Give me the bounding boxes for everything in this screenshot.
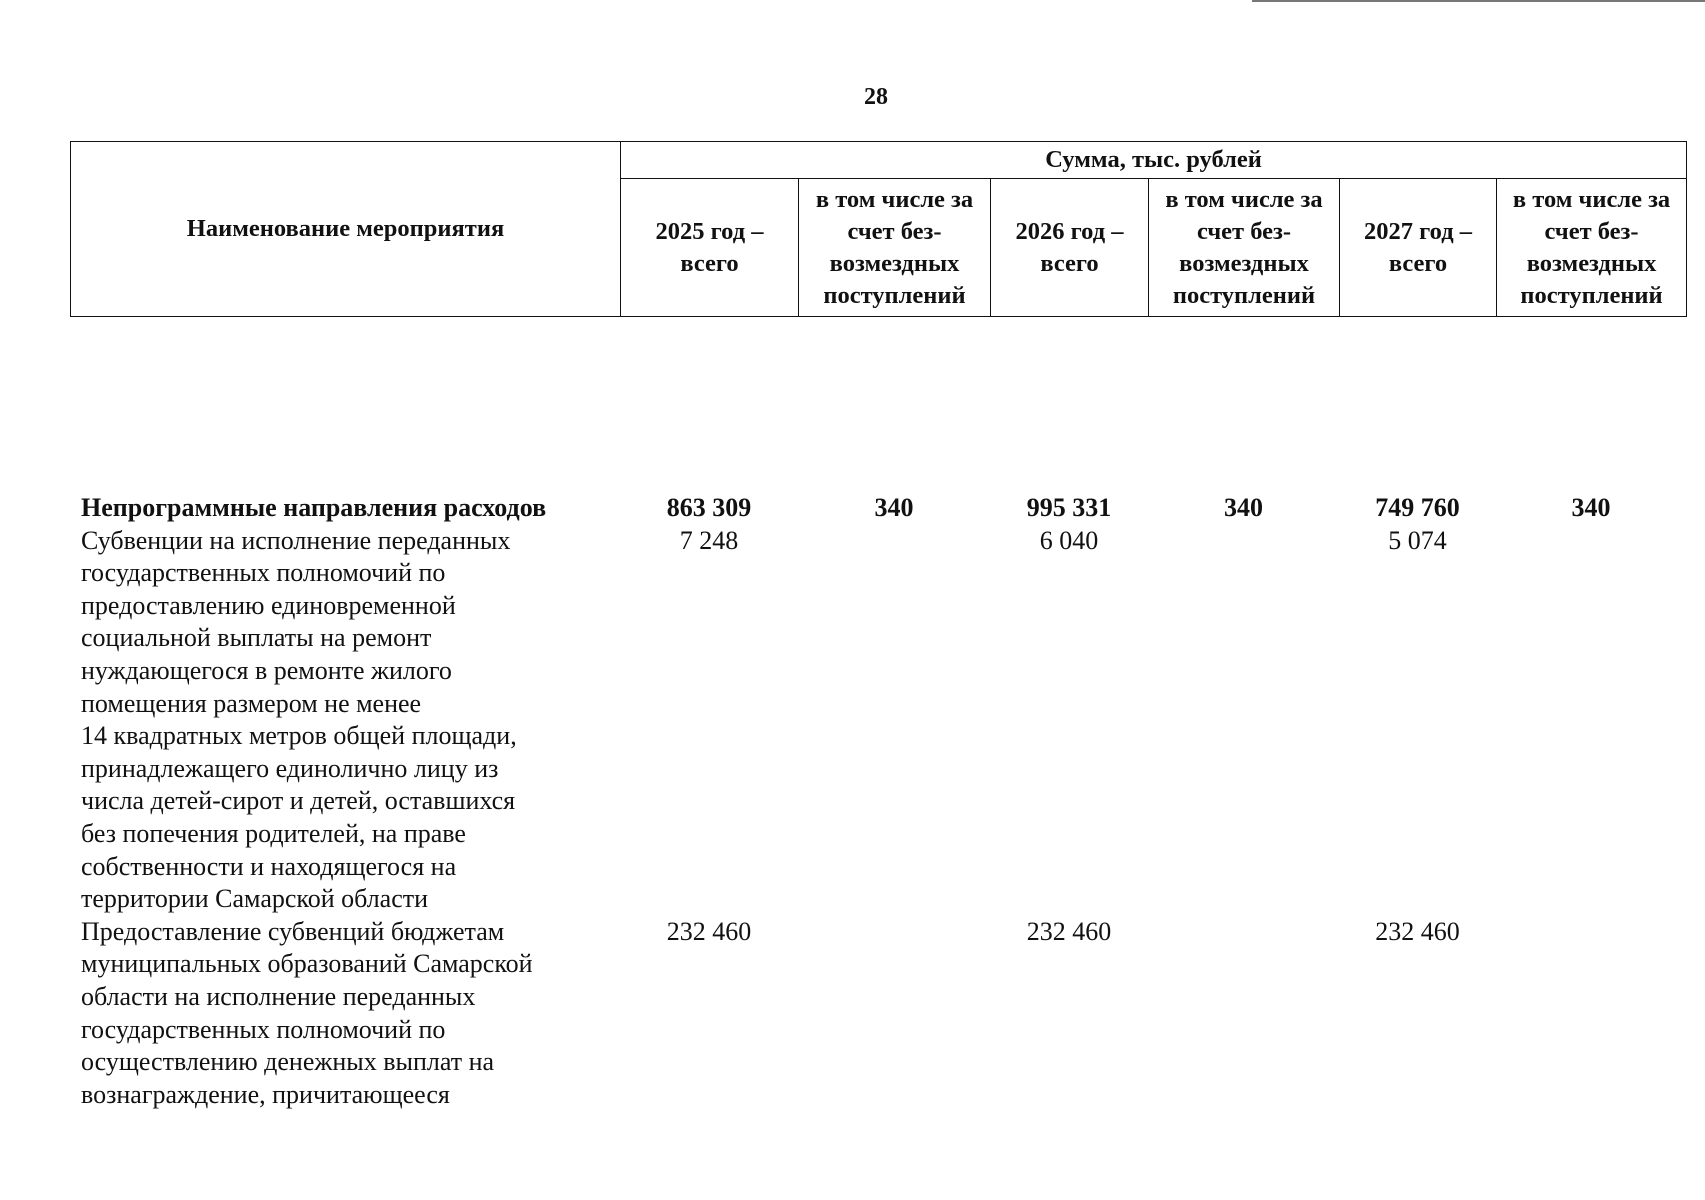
header-2025-gratuitous: в том числе за счет без-возмездных поступлений [799, 179, 991, 317]
row-name: Непрограммные направления расходов [81, 493, 547, 522]
header-name-column: Наименование мероприятия [71, 142, 621, 317]
cell-2026-gratuitous [1148, 525, 1339, 916]
cell-2025-gratuitous: 340 [874, 493, 914, 522]
cell-2025-total: 7 248 [679, 525, 739, 555]
row-name: Субвенции на исполнение переданных государственных полномочий по предоставлению единовременной социальной выплаты на ремонт нуждающегося в ремонте жилого помещения размером не менее 14 квадратных метров общей площади, принадлежащего единолично лицу из числа детей-сирот и детей, оставшихся без попечения родителей, на праве собственности и находящегося на территории Самарской области [81, 525, 517, 914]
header-2026-total: 2026 год – всего [991, 179, 1149, 317]
header-sum-group: Сумма, тыс. рублей [621, 142, 1687, 179]
cell-2026-gratuitous [1148, 916, 1339, 1112]
table-row [70, 525, 1686, 916]
table-row [70, 916, 1686, 1112]
header-2027-total: 2027 год – всего [1340, 179, 1497, 317]
header-2026-gratuitous: в том числе за счет без-возмездных поступлений [1149, 179, 1340, 317]
cell-2026-total: 6 040 [1039, 525, 1099, 555]
cell-2025-total: 232 460 [666, 916, 752, 946]
top-edge-rule [1252, 0, 1705, 2]
cell-2027-gratuitous: 340 [1571, 493, 1611, 522]
cell-2025-total: 863 309 [666, 493, 752, 522]
header-2027-gratuitous: в том числе за счет без-возмездных поступлений [1497, 179, 1687, 317]
header-2025-total: 2025 год – всего [621, 179, 799, 317]
table-row [70, 492, 1686, 525]
cell-2026-gratuitous: 340 [1224, 493, 1263, 522]
cell-2027-total: 232 460 [1375, 916, 1460, 946]
cell-2026-total: 995 331 [1026, 493, 1112, 522]
page-number: 28 [864, 84, 888, 110]
cell-2026-total: 232 460 [1026, 916, 1112, 946]
cell-2027-total: 749 760 [1375, 493, 1460, 522]
cell-2025-gratuitous [798, 525, 990, 916]
row-name: Предоставление субвенций бюджетам муниципальных образований Самарской области на исполнение переданных государственных полномочий по осуществлению денежных выплат на вознаграждение, причитающееся [81, 916, 533, 1109]
table-body [70, 492, 1686, 1111]
cell-2025-gratuitous [798, 916, 990, 1112]
cell-2027-total: 5 074 [1388, 525, 1447, 555]
table-header [70, 141, 1687, 317]
cell-2027-gratuitous [1496, 525, 1686, 916]
cell-2027-gratuitous [1496, 916, 1686, 1112]
